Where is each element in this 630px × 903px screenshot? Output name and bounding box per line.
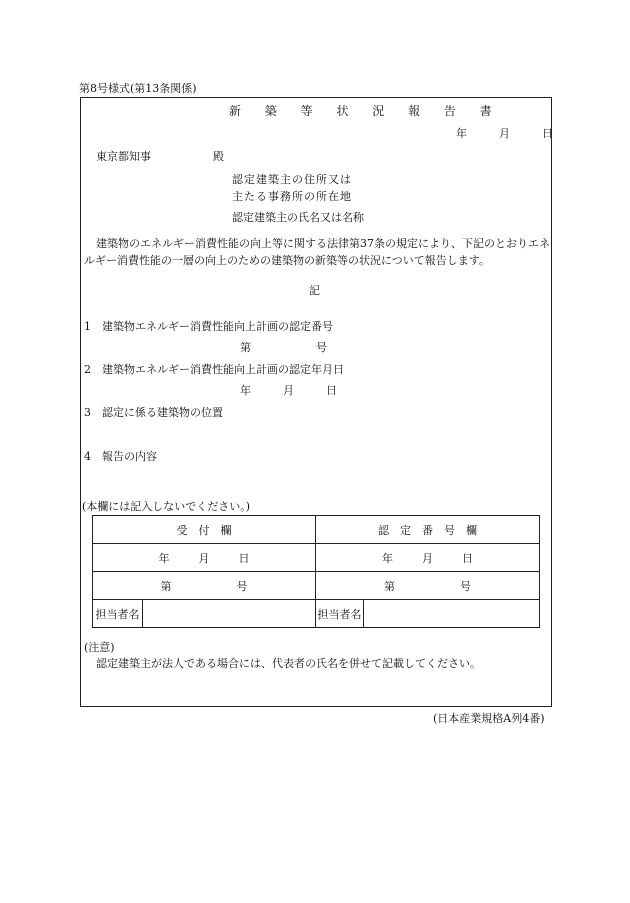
office-table — [92, 515, 540, 628]
approval-date — [240, 384, 337, 398]
table-row — [93, 572, 540, 600]
note-text: 認定建築主が法人である場合には、代表者の氏名を併せて記載してください。 — [96, 657, 481, 670]
approval-staff-label: 担当者名 — [316, 600, 364, 628]
applicant-name: 認定建築主の氏名又は名称 — [232, 211, 364, 224]
form-title: 新 築 等 状 況 報 告 書 — [229, 104, 502, 118]
date-month: 月 — [499, 127, 510, 140]
body-text: 建築物のエネルギー消費性能の向上等に関する法律第37条の規定により、下記のとおりエネルギー消費性能の一層の向上のための建築物の新築等の状況について報告します。 — [84, 237, 550, 267]
go-label: 号 — [316, 341, 327, 354]
reception-staff-label: 担当者名 — [93, 600, 143, 628]
approval-cell-month: 月 — [422, 551, 433, 565]
reception-header: 受 付 欄 — [93, 516, 316, 544]
approval-year: 年 — [240, 384, 251, 397]
date-day: 日 — [542, 127, 553, 140]
reception-day: 日 — [238, 551, 250, 565]
reception-number-cell[interactable] — [93, 572, 316, 600]
item-4: 4 報告の内容 — [84, 450, 157, 463]
approval-cell-year: 年 — [382, 551, 393, 565]
addressee: 東京都知事 — [96, 150, 151, 163]
reception-year: 年 — [158, 551, 170, 565]
ki-heading: 記 — [309, 284, 320, 297]
item-3: 3 認定に係る建築物の位置 — [84, 406, 223, 419]
number-line-1 — [240, 341, 327, 355]
reception-staff-field[interactable] — [143, 600, 316, 628]
applicant-address-2: 主たる事務所の所在地 — [232, 190, 352, 203]
reception-date-cell[interactable] — [93, 544, 316, 572]
office-note: (本欄には記入しないでください。) — [82, 500, 251, 513]
table-row — [93, 516, 540, 544]
approval-number-header: 認 定 番 号 欄 — [316, 516, 540, 544]
honorific: 殿 — [213, 150, 224, 163]
item-1: 1 建築物エネルギー消費性能向上計画の認定番号 — [84, 320, 333, 333]
form-number: 第8号様式(第13条関係) — [79, 82, 197, 95]
item-2: 2 建築物エネルギー消費性能向上計画の認定年月日 — [84, 363, 344, 376]
reception-month: 月 — [198, 551, 210, 565]
approval-dai: 第 — [384, 579, 395, 593]
approval-number-cell[interactable] — [316, 572, 540, 600]
applicant-address-1: 認定建築主の住所又は — [232, 173, 352, 186]
paper-standard: (日本産業規格A列4番) — [433, 712, 545, 725]
approval-month: 月 — [283, 384, 294, 397]
approval-staff-field[interactable] — [364, 600, 540, 628]
approval-go: 号 — [460, 579, 471, 593]
table-row — [93, 544, 540, 572]
approval-cell-day: 日 — [462, 551, 473, 565]
dai-label: 第 — [240, 341, 251, 354]
table-row — [93, 600, 540, 628]
approval-day: 日 — [326, 384, 337, 397]
date-line — [456, 127, 553, 141]
date-year: 年 — [456, 127, 467, 140]
approval-date-cell[interactable] — [316, 544, 540, 572]
reception-go: 号 — [236, 579, 248, 593]
reception-dai: 第 — [160, 579, 172, 593]
note-heading: (注意) — [84, 641, 115, 654]
